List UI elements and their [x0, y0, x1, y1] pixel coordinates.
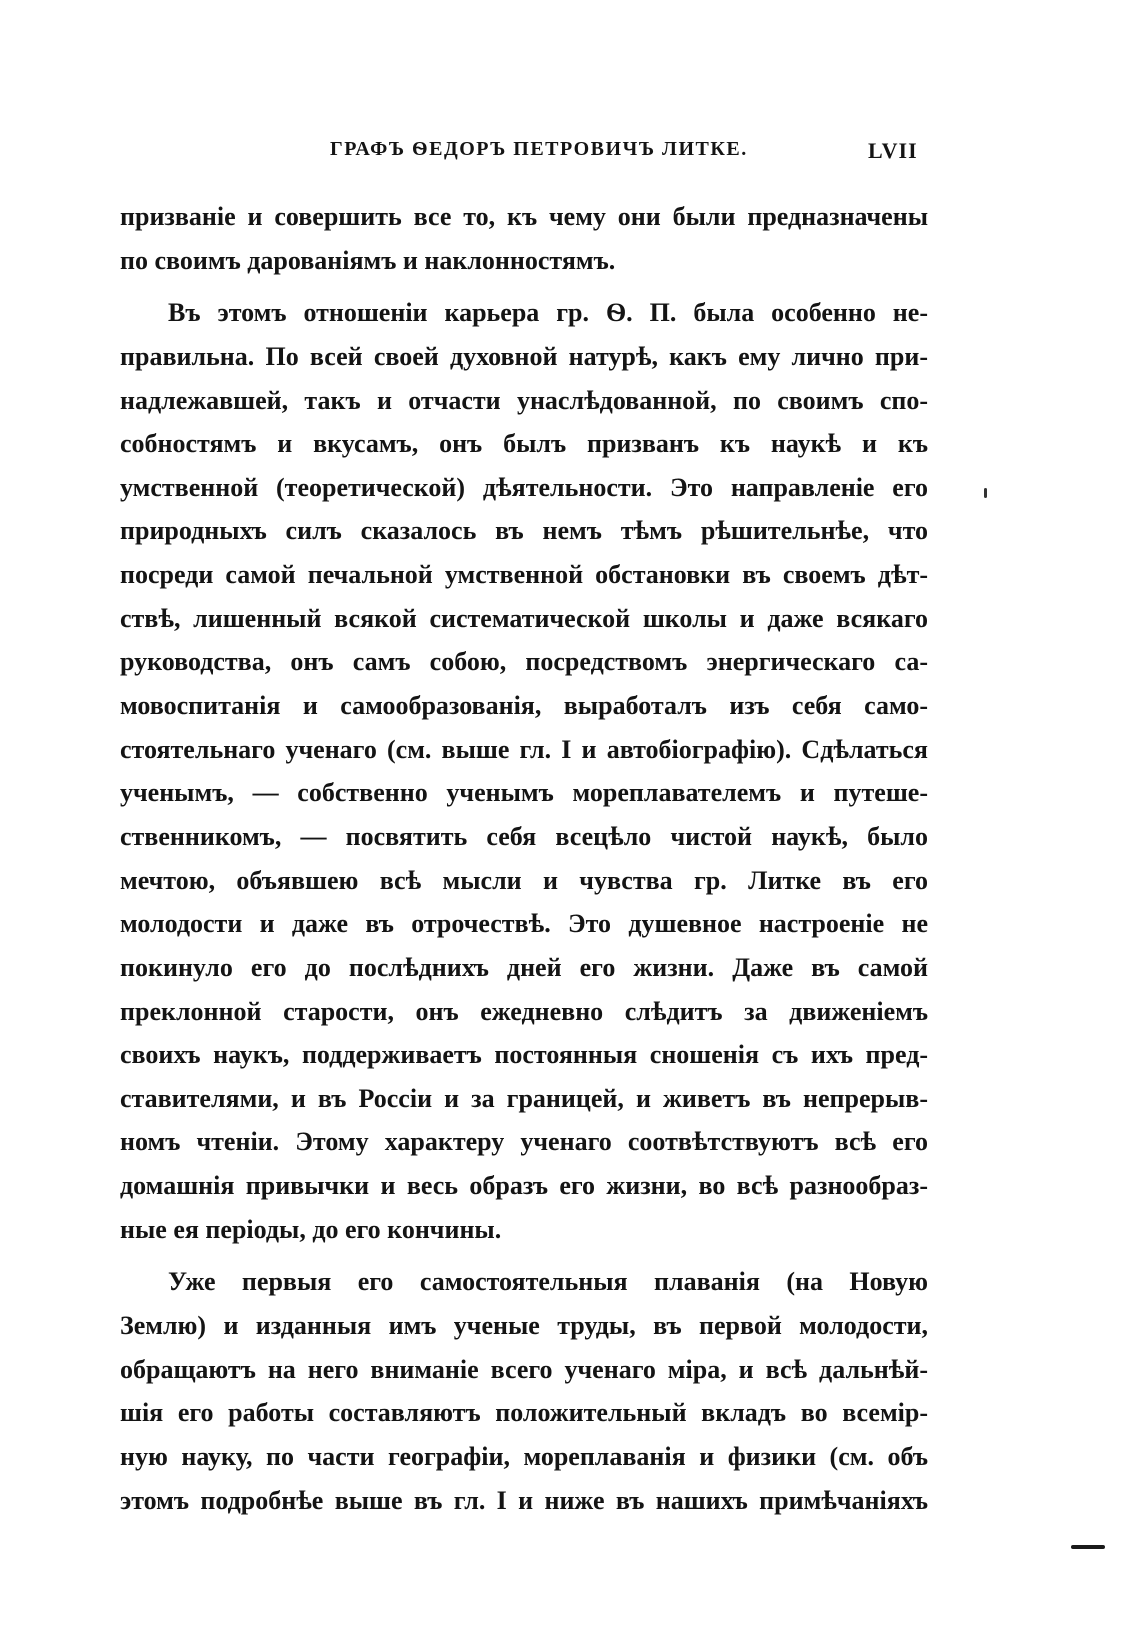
text-line: Землю) и изданныя имъ ученые труды, въ первой молодости,	[120, 1311, 928, 1341]
text-line: ствѣ, лишенный всякой систематической школы и даже всякаго	[120, 603, 928, 633]
text-line: молодости и даже въ отрочествѣ. Это душевное настроеніе не	[120, 909, 928, 939]
text-line: ученымъ, — собственно ученымъ мореплавателемъ и путеше-	[120, 778, 928, 808]
text-line: этомъ подробнѣе выше въ гл. I и ниже въ нашихъ примѣчаніяхъ	[120, 1485, 928, 1515]
text-line: правильна. По всей своей духовной натурѣ, какъ ему лично при-	[120, 341, 928, 371]
text-line: ную науку, по части географіи, мореплаванія и физики (см. объ	[120, 1441, 928, 1471]
running-title: ГРАФЪ ѲЕДОРЪ ПЕТРОВИЧЪ ЛИТКЕ.	[330, 138, 748, 160]
text-line: покинуло его до послѣднихъ дней его жизни. Даже въ самой	[120, 952, 928, 982]
text-line: умственной (теоретической) дѣятельности. Это направленіе его	[120, 472, 928, 502]
text-line: посреди самой печальной умственной обстановки въ своемъ дѣт-	[120, 560, 928, 590]
text-line: мечтою, объявшею всѣ мысли и чувства гр. Литке въ его	[120, 865, 928, 895]
text-line: ные ея періоды, до его кончины.	[120, 1214, 502, 1244]
text-line: призваніе и совершить все то, къ чему они были предназначены	[120, 202, 928, 231]
stray-ink-mark	[984, 488, 987, 498]
paragraph-gap	[120, 1251, 928, 1260]
page-header	[0, 138, 1140, 168]
text-line: природныхъ силъ сказалось въ немъ тѣмъ рѣшительнѣе, что	[120, 516, 928, 546]
text-line: своихъ наукъ, поддерживаетъ постоянныя сношенія съ ихъ пред-	[120, 1040, 928, 1070]
text-line: собностямъ и вкусамъ, онъ былъ призванъ къ наукѣ и къ	[120, 429, 928, 459]
text-line: Уже первыя его самостоятельныя плаванія (на Новую	[168, 1267, 928, 1297]
text-line: надлежавшей, такъ и отчасти унаслѣдованной, по своимъ спо-	[120, 385, 928, 415]
text-line: руководства, онъ самъ собою, посредствомъ энергическаго са-	[120, 647, 928, 677]
scan-edge-mark	[1071, 1545, 1105, 1549]
text-line: Въ этомъ отношеніи карьера гр. Ѳ. П. была особенно не-	[168, 298, 928, 328]
paragraph-gap	[120, 282, 928, 291]
text-line: по своимъ дарованіямъ и наклонностямъ.	[120, 245, 616, 275]
text-line: домашнія привычки и весь образъ его жизни, во всѣ разнообраз-	[120, 1171, 928, 1201]
text-line: номъ чтеніи. Этому характеру ученаго соотвѣтствуютъ всѣ его	[120, 1127, 928, 1157]
text-line: мовоспитанія и самообразованія, выработалъ изъ себя само-	[120, 691, 928, 721]
text-line: шія его работы составляютъ положительный вкладъ во всемір-	[120, 1398, 928, 1428]
body-text	[120, 195, 928, 1522]
text-line: обращаютъ на него вниманіе всего ученаго міра, и всѣ дальнѣй-	[120, 1354, 928, 1384]
page-number: LVII	[868, 138, 918, 163]
text-line: ставителями, и въ Россіи и за границей, и живетъ въ непрерыв-	[120, 1083, 928, 1113]
text-line: преклонной старости, онъ ежедневно слѣдитъ за движеніемъ	[120, 996, 928, 1026]
text-line: ственникомъ, — посвятить себя всецѣло чистой наукѣ, было	[120, 821, 928, 851]
text-line: стоятельнаго ученаго (см. выше гл. I и автобіографію). Сдѣлаться	[120, 734, 928, 764]
